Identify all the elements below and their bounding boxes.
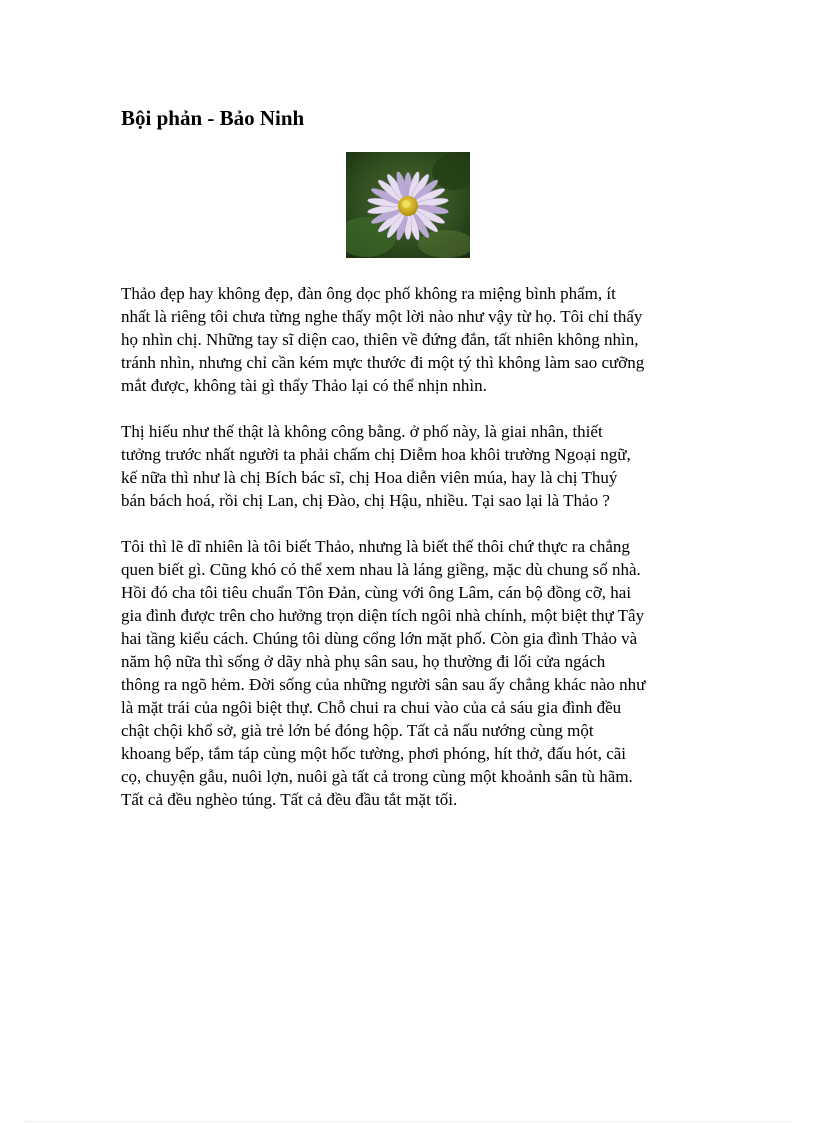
- text-line: là mặt trái của ngôi biệt thự. Chỗ chui ra chui vào của cả sáu gia đình đều: [121, 698, 622, 717]
- text-line: gia đình được trên cho hưởng trọn diện tích ngôi nhà chính, một biệt thự Tây: [121, 606, 645, 625]
- text-line: họ nhìn chị. Những tay sĩ diện cao, thiên về đứng đắn, tất nhiên không nhìn,: [121, 330, 639, 349]
- flower-photo: [346, 152, 470, 258]
- text-line: kế nữa thì như là chị Bích bác sĩ, chị Hoa diễn viên múa, hay là chị Thuý: [121, 468, 618, 487]
- text-line: thông ra ngõ hẻm. Đời sống của những người sân sau ấy chẳng khác nào như: [121, 675, 646, 694]
- text-line: cọ, chuyện gẫu, nuôi lợn, nuôi gà tất cả trong cùng một khoảnh sân tù hãm.: [121, 767, 633, 786]
- document-title: Bội phản - Bảo Ninh: [121, 106, 305, 130]
- paragraph-1: [121, 282, 701, 397]
- text-line: hai tầng kiểu cách. Chúng tôi dùng cổng lớn mặt phố. Còn gia đình Thảo và: [121, 629, 638, 648]
- paragraph-2: [121, 420, 701, 512]
- text-line: mắt được, không tài gì thấy Thảo lại có thể nhịn nhìn.: [121, 376, 487, 395]
- text-line: Thảo đẹp hay không đẹp, đàn ông dọc phố không ra miệng bình phẩm, ít: [121, 284, 616, 303]
- text-line: Tôi thì lẽ dĩ nhiên là tôi biết Thảo, nhưng là biết thế thôi chứ thực ra chẳng: [121, 537, 630, 556]
- text-line: khoang bếp, tắm táp cùng một hốc tường, phơi phóng, hít thở, đấu hót, cãi: [121, 744, 627, 763]
- paragraph-3: [121, 535, 701, 811]
- page-bottom-edge: [24, 1121, 792, 1122]
- text-line: Hồi đó cha tôi tiêu chuẩn Tôn Đản, cùng với ông Lâm, cán bộ đồng cỡ, hai: [121, 583, 632, 602]
- text-line: Tất cả đều nghèo túng. Tất cả đều đầu tắt mặt tối.: [121, 790, 458, 809]
- text-line: Thị hiếu như thế thật là không công bằng. ở phố này, là giai nhân, thiết: [121, 422, 603, 441]
- text-line: quen biết gì. Cũng khó có thể xem nhau là láng giềng, mặc dù chung số nhà.: [121, 560, 641, 579]
- text-line: chật chội khổ sở, già trẻ lớn bé đóng hộp. Tất cả nấu nướng cùng một: [121, 721, 594, 740]
- text-line: tránh nhìn, nhưng chỉ cần kém mực thước đi một tý thì không làm sao cưỡng: [121, 353, 645, 372]
- flower-icon: [346, 152, 470, 258]
- text-line: nhất là riêng tôi chưa từng nghe thấy một lời nào như vậy từ họ. Tôi chỉ thấy: [121, 307, 643, 326]
- text-line: năm hộ nữa thì sống ở dãy nhà phụ sân sau, họ thường đi lối cửa ngách: [121, 652, 606, 671]
- text-line: bán bách hoá, rồi chị Lan, chị Đào, chị Hậu, nhiều. Tại sao lại là Thảo ?: [121, 491, 610, 510]
- text-line: tưởng trước nhất người ta phải chấm chị Diễm hoa khôi trường Ngoại ngữ,: [121, 445, 631, 464]
